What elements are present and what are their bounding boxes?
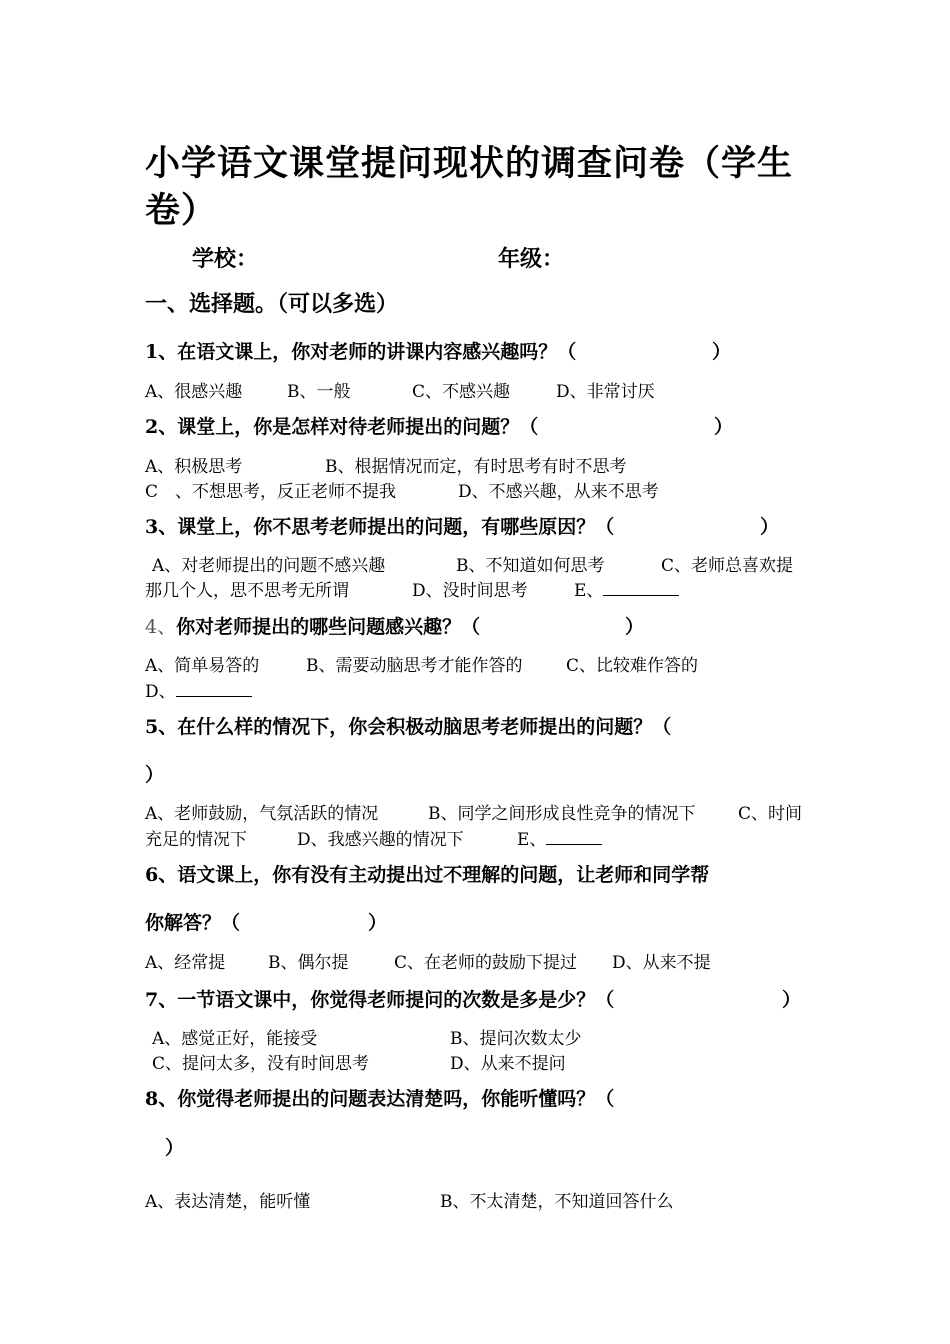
question-text: 在语文课上，你对老师的讲课内容感兴趣吗？（ bbox=[177, 341, 577, 363]
option-e-label: E、 bbox=[517, 830, 547, 850]
answer-paren-close: ） bbox=[165, 1137, 185, 1159]
question-1 bbox=[145, 337, 576, 364]
option-d: D、我感兴趣的情况下 bbox=[297, 830, 464, 850]
option-d bbox=[145, 677, 252, 702]
school-label: 学校： bbox=[192, 247, 259, 272]
fill-in-blank[interactable] bbox=[546, 828, 602, 845]
question-text: 课堂上，你不思考老师提出的问题，有哪些原因？（ bbox=[177, 516, 615, 538]
option-a: A、感觉正好，能接受 bbox=[152, 1029, 318, 1049]
question-4 bbox=[145, 612, 480, 639]
option-b: B、偶尔提 bbox=[268, 953, 349, 973]
answer-paren-close: ） bbox=[760, 516, 780, 538]
option-b: B、根据情况而定，有时思考有时不思考 bbox=[325, 457, 627, 477]
option-a: A、表达清楚，能听懂 bbox=[145, 1192, 311, 1212]
option-d: D、从来不提 bbox=[612, 953, 711, 973]
question-8 bbox=[145, 1084, 614, 1111]
option-b: B、不知道如何思考 bbox=[456, 556, 605, 576]
option-d: D、从来不提问 bbox=[450, 1054, 566, 1074]
question-text: 你对老师提出的哪些问题感兴趣？（ bbox=[176, 616, 481, 638]
option-b: B、一般 bbox=[287, 382, 351, 402]
option-e-label: E、 bbox=[574, 581, 604, 601]
question-number: 1、 bbox=[145, 341, 178, 363]
question-text: 一节语文课中，你觉得老师提问的次数是多是少？（ bbox=[177, 989, 615, 1011]
option-a: A、经常提 bbox=[145, 953, 226, 973]
option-a: A、积极思考 bbox=[145, 457, 243, 477]
option-d: D、非常讨厌 bbox=[556, 382, 655, 402]
option-a: A、对老师提出的问题不感兴趣 bbox=[152, 556, 386, 576]
fill-in-blank[interactable] bbox=[176, 680, 252, 697]
option-a: A、简单易答的 bbox=[145, 656, 260, 676]
question-text: 你觉得老师提出的问题表达清楚吗，你能听懂吗？（ bbox=[177, 1088, 615, 1110]
option-c: C、老师总喜欢提 bbox=[661, 556, 794, 576]
option-a: A、很感兴趣 bbox=[145, 382, 243, 402]
option-d-label: D、 bbox=[145, 682, 176, 702]
answer-paren-close: ） bbox=[782, 989, 802, 1011]
answer-paren-close: ） bbox=[368, 912, 388, 934]
question-number: 3、 bbox=[145, 516, 178, 538]
option-a: A、老师鼓励，气氛活跃的情况 bbox=[145, 804, 379, 824]
question-6-continued: 你解答？（ bbox=[145, 912, 241, 934]
question-5 bbox=[145, 712, 671, 739]
section-heading: 一、选择题。（可以多选） bbox=[145, 292, 399, 317]
option-d: D、不感兴趣，从来不思考 bbox=[458, 482, 659, 502]
option-b: B、提问次数太少 bbox=[450, 1029, 582, 1049]
option-c-continued: 那几个人，思不思考无所谓 bbox=[145, 581, 349, 601]
option-e bbox=[574, 576, 679, 601]
question-text: 课堂上，你是怎样对待老师提出的问题？（ bbox=[177, 416, 539, 438]
fill-in-blank[interactable] bbox=[603, 579, 679, 596]
question-number: 2、 bbox=[145, 416, 178, 438]
option-b: B、不太清楚，不知道回答什么 bbox=[440, 1192, 674, 1212]
question-number: 8、 bbox=[145, 1088, 178, 1110]
option-c: C、比较难作答的 bbox=[566, 656, 699, 676]
question-number: 4、 bbox=[145, 616, 177, 638]
option-c-continued: 充足的情况下 bbox=[145, 830, 247, 850]
question-text: 语文课上，你有没有主动提出过不理解的问题，让老师和同学帮 bbox=[177, 864, 710, 886]
page-title-line-2: 卷） bbox=[145, 191, 218, 231]
option-d: D、没时间思考 bbox=[412, 581, 528, 601]
option-c: C、提问太多，没有时间思考 bbox=[152, 1054, 370, 1074]
question-number: 6、 bbox=[145, 864, 178, 886]
question-number: 7、 bbox=[145, 989, 178, 1011]
question-3 bbox=[145, 512, 614, 539]
answer-paren-close: ） bbox=[714, 416, 734, 438]
question-text: 在什么样的情况下，你会积极动脑思考老师提出的问题？（ bbox=[177, 716, 672, 738]
answer-paren-close: ） bbox=[145, 764, 165, 786]
option-e bbox=[517, 825, 602, 850]
option-b: B、同学之间形成良性竞争的情况下 bbox=[428, 804, 696, 824]
question-7 bbox=[145, 985, 614, 1012]
question-6 bbox=[145, 860, 709, 887]
answer-paren-close: ） bbox=[625, 616, 645, 638]
question-2 bbox=[145, 412, 538, 439]
option-c: C、不感兴趣 bbox=[412, 382, 511, 402]
option-c: C、时间 bbox=[738, 804, 803, 824]
page-title-line-1: 小学语文课堂提问现状的调查问卷（学生 bbox=[145, 144, 794, 184]
option-b: B、需要动脑思考才能作答的 bbox=[306, 656, 523, 676]
question-number: 5、 bbox=[145, 716, 178, 738]
answer-paren-close: ） bbox=[712, 341, 732, 363]
grade-label: 年级： bbox=[498, 247, 565, 272]
option-c: C 、不想思考，反正老师不提我 bbox=[145, 482, 397, 502]
option-c: C、在老师的鼓励下提过 bbox=[394, 953, 578, 973]
